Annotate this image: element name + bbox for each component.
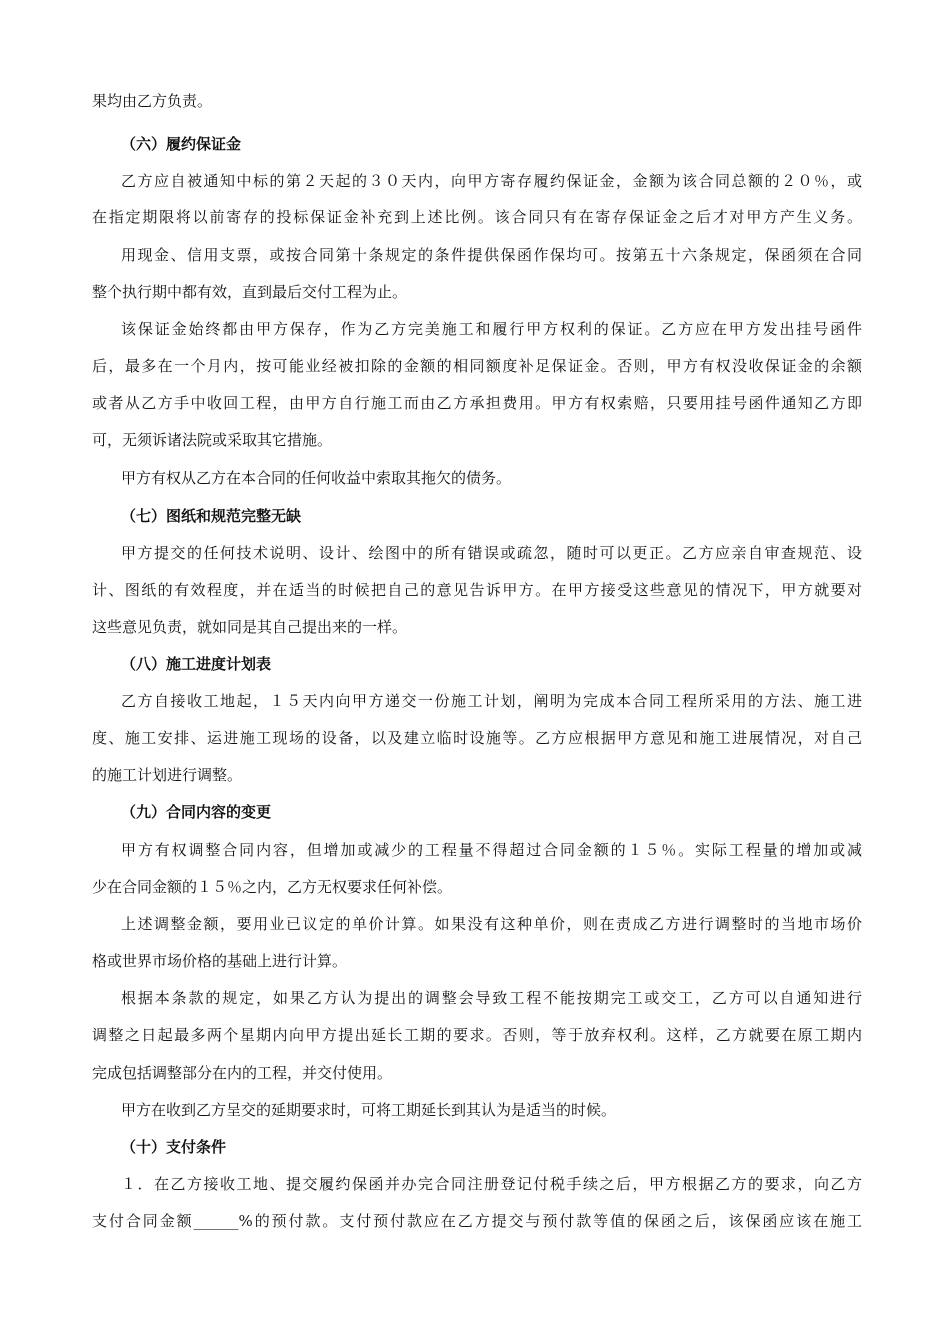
paragraph-line: 甲方提交的任何技术说明、设计、绘图中的所有错误或疏忽，随时可以更正。乙方应亲自审查规范、设 [121,544,862,562]
paragraph-line: 甲方有权调整合同内容，但增加或减少的工程量不得超过合同金额的１５％。实际工程量的增加或减 [121,841,862,859]
paragraph-line: 度、施工安排、运进施工现场的设备，以及建立临时设施等。乙方应根据甲方意见和施工进展情况，对自己 [92,729,862,747]
paragraph-line: 在指定期限将以前寄存的投标保证金补充到上述比例。该合同只有在寄存保证金之后才对甲方产生义务。 [92,208,862,226]
paragraph-line: 可，无须诉诸法院或采取其它措施。 [92,431,333,449]
section-heading-9: （九）合同内容的变更 [121,803,272,821]
paragraph-line: 乙方自接收工地起，１５天内向甲方递交一份施工计划，阐明为完成本合同工程所采用的方法、施工进 [121,692,862,710]
paragraph-line: 甲方有权从乙方在本合同的任何收益中索取其拖欠的债务。 [121,469,512,487]
paragraph-line: 调整之日起最多两个星期内向甲方提出延长工期的要求。否则，等于放弃权利。这样，乙方就要在原工期内 [92,1026,862,1044]
paragraph-line: 根据本条款的规定，如果乙方认为提出的调整会导致工程不能按期完工或交工，乙方可以自通知进行 [121,989,862,1007]
text-line: 果均由乙方负责。 [92,92,213,110]
paragraph-line: 用现金、信用支票，或按合同第十条规定的条件提供保函作保均可。按第五十六条规定，保函须在合同 [121,246,862,264]
paragraph-line: 乙方应自被通知中标的第２天起的３０天内，向甲方寄存履约保证金，金额为该合同总额的２０％，或 [121,172,862,190]
paragraph-line: 这些意见负责，就如同是其自己提出来的一样。 [92,618,408,636]
paragraph-line: 该保证金始终都由甲方保存，作为乙方完美施工和履行甲方权利的保证。乙方应在甲方发出挂号函件 [121,320,862,338]
paragraph-line: 完成包括调整部分在内的工程，并交付使用。 [92,1064,393,1082]
paragraph-line: 甲方在收到乙方呈交的延期要求时，可将工期延长到其认为是适当的时候。 [121,1101,617,1119]
paragraph-line: 少在合同金额的１５％之内，乙方无权要求任何补偿。 [92,878,453,896]
paragraph-line: 或者从乙方手中收回工程，由甲方自行施工而由乙方承担费用。甲方有权索赔，只要用挂号函件通知乙方即 [92,394,862,412]
paragraph-line: 计、图纸的有效程度，并在适当的时候把自己的意见告诉甲方。在甲方接受这些意见的情况下，甲方就要对 [92,581,862,599]
paragraph-line: 格或世界市场价格的基础上进行计算。 [92,952,348,970]
section-heading-8: （八）施工进度计划表 [121,655,272,673]
paragraph-line: 支付合同金额______%的预付款。支付预付款应在乙方提交与预付款等值的保函之后，该保函应该在施工 [92,1212,862,1230]
section-heading-6: （六）履约保证金 [121,135,242,153]
section-heading-7: （七）图纸和规范完整无缺 [121,507,302,525]
paragraph-line: 后，最多在一个月内，按可能业经被扣除的金额的相同额度补足保证金。否则，甲方有权没收保证金的余额 [92,357,862,375]
paragraph-line: 上述调整金额，要用业已议定的单价计算。如果没有这种单价，则在责成乙方进行调整时的当地市场价 [121,915,862,933]
section-heading-10: （十）支付条件 [121,1138,227,1156]
paragraph-line: 的施工计划进行调整。 [92,766,243,784]
paragraph-line: １．在乙方接收工地、提交履约保函并办完合同注册登记付税手续之后，甲方根据乙方的要求，向乙方 [121,1175,862,1193]
paragraph-line: 整个执行期中都有效，直到最后交付工程为止。 [92,283,408,301]
